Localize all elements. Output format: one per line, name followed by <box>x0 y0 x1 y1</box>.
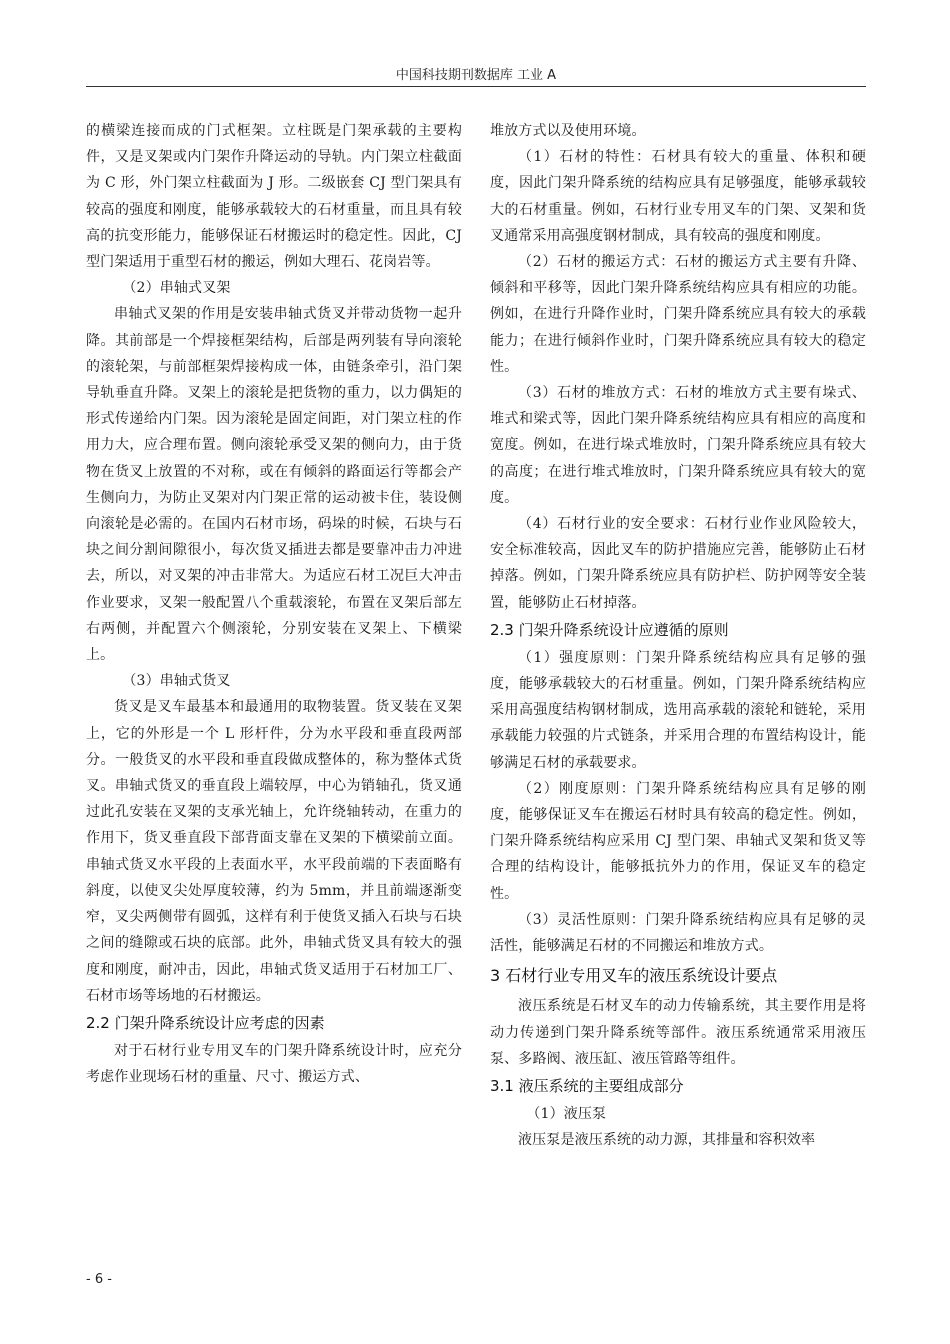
section-heading-3-1: 3.1 液压系统的主要组成部分 <box>490 1076 684 1095</box>
paragraph: （2）刚度原则：门架升降系统结构应具有足够的刚度，能够保证叉车在搬运石材时具有较高的稳定性。例如，门架升降系统结构应采用 CJ 型门架、串轴式叉架和货叉等合理的结构设计，能够抵抗外力的作用，保证叉车的稳定性。 <box>490 780 866 902</box>
section-heading-2-2: 2.2 门架升降系统设计应考虑的因素 <box>86 1013 325 1032</box>
subheading: （3）串轴式货叉 <box>122 673 231 690</box>
paragraph: 的横梁连接而成的门式框架。立柱既是门架承载的主要构件，又是叉架或内门架作升降运动的导轨。内门架立柱截面为 C 形，外门架立柱截面为 J 形。二级嵌套 CJ 型门架具有较高的强度和刚度，能够承载较大的石材重量，而且具有较高的抗变形能力，能够保证石材搬运时的稳定性。因此，CJ 型门架适用于重型石材的搬运，例如大理石、花岗岩等。 <box>86 123 462 271</box>
paragraph: 液压系统是石材叉车的动力传输系统，其主要作用是将动力传递到门架升降系统等部件。液压系统通常采用液压泵、多路阀、液压缸、液压管路等组件。 <box>490 998 866 1067</box>
right-column <box>490 118 866 1153</box>
paragraph: 串轴式叉架的作用是安装串轴式货叉并带动货物一起升降。其前部是一个焊接框架结构，后部是两列装有导向滚轮的滚轮架，与前部框架焊接构成一体，由链条牵引，沿门架导轨垂直升降。叉架上的滚轮是把货物的重力，以力偶矩的形式传递给内门架。因为滚轮是固定间距，对门架立柱的作用力大，应合理布置。侧向滚轮承受叉架的侧向力，由于货物在货叉上放置的不对称，或在有倾斜的路面运行等都会产生侧向力，为防止叉架对内门架正常的运动被卡住，装设侧向滚轮是必需的。在国内石材市场，码垛的时候，石块与石块之间分割间隙很小，每次货叉插进去都是要靠冲击力冲进去，所以，对叉架的冲击非常大。为适应石材工况巨大冲击作业要求，叉架一般配置八个重载滚轮，布置在叉架后部左右两侧，并配置六个侧滚轮，分别安装在叉架上、下横梁上。 <box>86 306 462 664</box>
section-heading-3: 3 石材行业专用叉车的液压系统设计要点 <box>490 966 778 986</box>
paragraph: （1）强度原则：门架升降系统结构应具有足够的强度，能够承载较大的石材重量。例如，门架升降系统结构应采用高强度结构钢材制成，选用高承载的滚轮和链轮，采用承载能力较强的片式链条，并采用合理的布置结构设计，能够满足石材的承载要求。 <box>490 649 866 771</box>
paragraph: （4）石材行业的安全要求：石材行业作业风险较大，安全标准较高，因此叉车的防护措施应完善，能够防止石材掉落。例如，门架升降系统应具有防护栏、防护网等安全装置，能够防止石材掉落。 <box>490 516 866 611</box>
paragraph: 液压泵是液压系统的动力源，其排量和容积效率 <box>518 1132 816 1149</box>
paragraph: 货叉是叉车最基本和最通用的取物装置。货叉装在叉架上，它的外形是一个 L 形杆件，分为水平段和垂直段两部分。一般货叉的水平段和垂直段做成整体的，称为整体式货叉。串轴式货叉的垂直段上端较厚，中心为销轴孔，货叉通过此孔安装在叉架的支承光轴上，允许绕轴转动，在重力的作用下，货叉垂直段下部背面支靠在叉架的下横梁前立面。串轴式货叉水平段的上表面水平，水平段前端的下表面略有斜度，以使叉尖处厚度较薄，约为 5mm，并且前端逐渐变窄，叉尖两侧带有圆弧，这样有利于使货叉插入石块与石块之间的缝隙或石块的底部。此外，串轴式货叉具有较大的强度和刚度，耐冲击，因此，串轴式货叉适用于石材加工厂、石材市场等场地的石材搬运。 <box>86 699 462 1004</box>
subheading: （2）串轴式叉架 <box>122 280 231 297</box>
paragraph: （3）灵活性原则：门架升降系统结构应具有足够的灵活性，能够满足石材的不同搬运和堆放方式。 <box>490 911 866 955</box>
paragraph: 堆放方式以及使用环境。 <box>490 123 646 139</box>
header-rule <box>86 86 866 87</box>
paragraph: 对于石材行业专用叉车的门架升降系统设计时，应充分考虑作业现场石材的重量、尺寸、搬运方式、 <box>86 1042 462 1086</box>
running-header: 中国科技期刊数据库 工业 A <box>395 68 557 83</box>
page-number: - 6 - <box>86 1272 112 1287</box>
section-heading-2-3: 2.3 门架升降系统设计应遵循的原则 <box>490 620 729 639</box>
subheading: （1）液压泵 <box>526 1105 607 1122</box>
paragraph: （3）石材的堆放方式：石材的堆放方式主要有垛式、堆式和梁式等，因此门架升降系统结构应具有相应的高度和宽度。例如，在进行垛式堆放时，门架升降系统应具有较大的高度；在进行堆式堆放时，门架升降系统应具有较大的宽度。 <box>490 385 866 506</box>
paragraph: （2）石材的搬运方式：石材的搬运方式主要有升降、倾斜和平移等，因此门架升降系统结构应具有相应的功能。例如，在进行升降作业时，门架升降系统应具有较大的承载能力；在进行倾斜作业时，门架升降系统应具有较大的稳定性。 <box>490 254 866 375</box>
paragraph: （1）石材的特性：石材具有较大的重量、体积和硬度，因此门架升降系统的结构应具有足够强度，能够承载较大的石材重量。例如，石材行业专用叉车的门架、叉架和货叉通常采用高强度钢材制成，具有较高的强度和刚度。 <box>490 149 866 244</box>
left-column <box>86 118 462 1090</box>
